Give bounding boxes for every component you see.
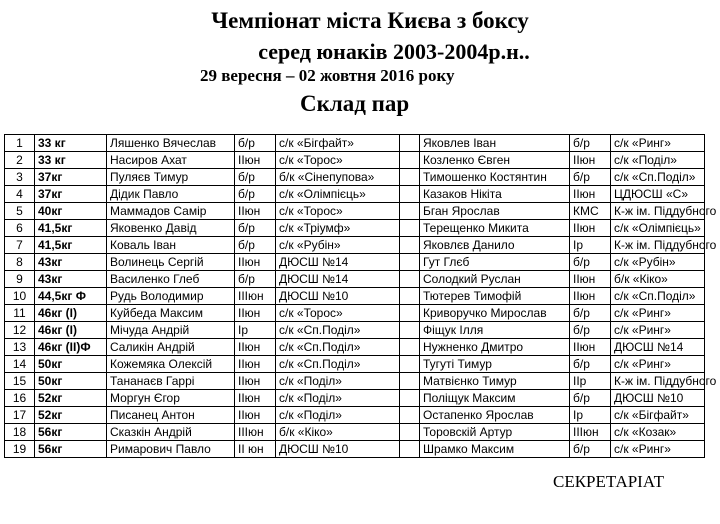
boxer-red-rank: ІІІюн [235, 424, 276, 441]
boxer-blue-rank: Ір [570, 407, 611, 424]
boxer-blue-club: ДЮСШ №14 [611, 339, 705, 356]
boxer-blue-rank: ІІюн [570, 339, 611, 356]
boxer-blue-club: ДЮСШ №10 [611, 390, 705, 407]
weight-class: 43кг [35, 254, 107, 271]
boxer-red-rank: ІІ юн [235, 441, 276, 458]
boxer-red-club: с/к «Сп.Поділ» [276, 322, 400, 339]
boxer-blue-club: б/к «Кіко» [611, 271, 705, 288]
boxer-red-name: Василенко Глеб [107, 271, 235, 288]
boxer-red-club: б/к «Сінепупова» [276, 169, 400, 186]
boxer-blue-rank: б/р [570, 169, 611, 186]
boxer-red-name: Маммадов Самір [107, 203, 235, 220]
championship-subtitle: серед юнаків 2003-2004р.н.. [258, 39, 530, 64]
weight-class: 33 кг [35, 152, 107, 169]
table-row [5, 220, 705, 237]
boxer-red-rank: б/р [235, 169, 276, 186]
weight-class: 46кг (ІІ)Ф [35, 339, 107, 356]
row-number: 4 [5, 186, 35, 203]
boxer-blue-rank: ІІюн [570, 271, 611, 288]
separator-cell [400, 356, 420, 373]
boxer-red-name: Римарович Павло [107, 441, 235, 458]
boxer-red-club: с/к «Сп.Поділ» [276, 356, 400, 373]
boxer-blue-rank: б/р [570, 441, 611, 458]
boxer-red-name: Насиров Ахат [107, 152, 235, 169]
boxer-red-club: с/к «Торос» [276, 305, 400, 322]
table-row [5, 169, 705, 186]
weight-class: 50кг [35, 356, 107, 373]
secretariat-signature: СЕКРЕТАРІАТ [553, 472, 664, 491]
table-row [5, 356, 705, 373]
row-number: 19 [5, 441, 35, 458]
boxer-blue-name: Торовскій Артур [420, 424, 570, 441]
boxer-red-club: с/к «Олімпієць» [276, 186, 400, 203]
weight-class: 56кг [35, 441, 107, 458]
boxer-red-name: Пуляєв Тимур [107, 169, 235, 186]
separator-cell [400, 152, 420, 169]
event-dates: 29 вересня – 02 жовтня 2016 року [200, 66, 455, 85]
separator-cell [400, 135, 420, 152]
boxer-blue-name: Яковлев Іван [420, 135, 570, 152]
table-row [5, 254, 705, 271]
row-number: 11 [5, 305, 35, 322]
boxer-blue-rank: ІІюн [570, 152, 611, 169]
boxer-blue-club: с/к «Ринг» [611, 305, 705, 322]
boxer-red-rank: б/р [235, 186, 276, 203]
boxer-blue-name: Тютерев Тимофій [420, 288, 570, 305]
boxer-red-rank: Ір [235, 322, 276, 339]
pairs-table-body [5, 135, 717, 458]
championship-title: Чемпіонат міста Києва з боксу [211, 8, 529, 33]
boxer-red-name: Коваль Іван [107, 237, 235, 254]
boxer-red-rank: ІІюн [235, 339, 276, 356]
separator-cell [400, 339, 420, 356]
boxer-red-name: Саликін Андрій [107, 339, 235, 356]
boxer-red-rank: ІІюн [235, 254, 276, 271]
boxer-blue-rank: ІІюн [570, 186, 611, 203]
boxer-red-club: с/к «Бігфайт» [276, 135, 400, 152]
table-row [5, 407, 705, 424]
row-number: 18 [5, 424, 35, 441]
row-number: 3 [5, 169, 35, 186]
table-row [5, 135, 705, 152]
boxer-blue-name: Яковлєв Данило [420, 237, 570, 254]
boxer-red-club: с/к «Поділ» [276, 407, 400, 424]
boxer-blue-club: с/к «Козак» [611, 424, 705, 441]
separator-cell [400, 169, 420, 186]
row-number: 5 [5, 203, 35, 220]
boxer-blue-rank: КМС [570, 203, 611, 220]
boxer-red-name: Куйбеда Максим [107, 305, 235, 322]
table-row [5, 322, 705, 339]
boxer-red-name: Рудь Володимир [107, 288, 235, 305]
boxer-blue-club: ЦДЮСШ «С» [611, 186, 705, 203]
boxer-red-rank: б/р [235, 135, 276, 152]
row-number: 8 [5, 254, 35, 271]
boxer-blue-rank: б/р [570, 305, 611, 322]
boxer-blue-rank: ІІюн [570, 288, 611, 305]
separator-cell [400, 407, 420, 424]
weight-class: 50кг [35, 373, 107, 390]
boxer-blue-rank: б/р [570, 356, 611, 373]
row-number: 6 [5, 220, 35, 237]
row-number: 14 [5, 356, 35, 373]
weight-class: 46кг (І) [35, 305, 107, 322]
boxer-blue-club: с/к «Поділ» [611, 152, 705, 169]
table-row [5, 271, 705, 288]
boxer-blue-rank: Ір [570, 237, 611, 254]
boxer-blue-club: с/к «Бігфайт» [611, 407, 705, 424]
row-number: 17 [5, 407, 35, 424]
boxer-red-rank: ІІюн [235, 356, 276, 373]
separator-cell [400, 220, 420, 237]
table-row [5, 237, 705, 254]
row-number: 10 [5, 288, 35, 305]
boxer-red-rank: ІІюн [235, 390, 276, 407]
boxer-red-rank: ІІюн [235, 407, 276, 424]
boxer-red-rank: ІІюн [235, 152, 276, 169]
boxer-red-rank: б/р [235, 271, 276, 288]
boxer-red-club: с/к «Тріумф» [276, 220, 400, 237]
weight-class: 52кг [35, 407, 107, 424]
boxer-red-name: Моргун Єгор [107, 390, 235, 407]
boxer-red-rank: ІІюн [235, 373, 276, 390]
row-number: 9 [5, 271, 35, 288]
boxer-blue-club: с/к «Ринг» [611, 322, 705, 339]
boxer-red-club: с/к «Торос» [276, 203, 400, 220]
weight-class: 37кг [35, 186, 107, 203]
table-row [5, 203, 705, 220]
boxer-blue-rank: ІІр [570, 373, 611, 390]
boxer-red-name: Волинець Сергій [107, 254, 235, 271]
boxer-red-name: Ляшенко Вячеслав [107, 135, 235, 152]
separator-cell [400, 271, 420, 288]
boxer-blue-club: с/к «Рубін» [611, 254, 705, 271]
boxer-blue-name: Криворучко Мирослав [420, 305, 570, 322]
boxer-blue-name: Терещенко Микита [420, 220, 570, 237]
separator-cell [400, 288, 420, 305]
table-row [5, 152, 705, 169]
table-row [5, 441, 705, 458]
weight-class: 33 кг [35, 135, 107, 152]
row-number: 13 [5, 339, 35, 356]
weight-class: 40кг [35, 203, 107, 220]
boxer-red-name: Писанец Антон [107, 407, 235, 424]
weight-class: 44,5кг Ф [35, 288, 107, 305]
boxer-red-rank: б/р [235, 220, 276, 237]
boxer-blue-rank: б/р [570, 322, 611, 339]
boxer-blue-name: Шрамко Максим [420, 441, 570, 458]
boxer-blue-club: К-ж ім. Піддубного [611, 237, 705, 254]
separator-cell [400, 305, 420, 322]
table-row [5, 288, 705, 305]
boxer-red-rank: ІІюн [235, 203, 276, 220]
table-row [5, 305, 705, 322]
boxer-red-club: ДЮСШ №14 [276, 254, 400, 271]
separator-cell [400, 322, 420, 339]
boxer-blue-club: с/к «Сп.Поділ» [611, 169, 705, 186]
boxer-red-club: б/к «Кіко» [276, 424, 400, 441]
boxer-blue-club: с/к «Олімпієць» [611, 220, 705, 237]
boxer-red-name: Тананаєв Гаррі [107, 373, 235, 390]
boxer-blue-club: с/к «Ринг» [611, 356, 705, 373]
boxer-red-rank: ІІюн [235, 305, 276, 322]
boxer-red-club: с/к «Сп.Поділ» [276, 339, 400, 356]
boxer-blue-rank: ІІІюн [570, 424, 611, 441]
boxer-blue-name: Тимошенко Костянтин [420, 169, 570, 186]
separator-cell [400, 441, 420, 458]
separator-cell [400, 373, 420, 390]
separator-cell [400, 254, 420, 271]
row-number: 12 [5, 322, 35, 339]
table-row [5, 424, 705, 441]
weight-class: 52кг [35, 390, 107, 407]
weight-class: 41,5кг [35, 237, 107, 254]
boxer-red-club: с/к «Рубін» [276, 237, 400, 254]
boxer-blue-name: Гут Глєб [420, 254, 570, 271]
table-row [5, 373, 705, 390]
separator-cell [400, 424, 420, 441]
row-number: 1 [5, 135, 35, 152]
separator-cell [400, 186, 420, 203]
boxer-blue-rank: б/р [570, 135, 611, 152]
separator-cell [400, 237, 420, 254]
table-row [5, 186, 705, 203]
row-number: 7 [5, 237, 35, 254]
boxer-red-club: ДЮСШ №10 [276, 441, 400, 458]
boxer-red-name: Яковенко Давід [107, 220, 235, 237]
boxer-red-club: с/к «Поділ» [276, 390, 400, 407]
boxer-blue-club: с/к «Ринг» [611, 135, 705, 152]
boxer-blue-club: К-ж ім. Піддубного [611, 373, 705, 390]
separator-cell [400, 390, 420, 407]
boxer-blue-rank: б/р [570, 390, 611, 407]
boxer-red-name: Кожемяка Олексій [107, 356, 235, 373]
boxer-blue-rank: б/р [570, 254, 611, 271]
boxer-blue-rank: ІІюн [570, 220, 611, 237]
boxer-blue-name: Матвієнко Тимур [420, 373, 570, 390]
boxer-blue-name: Поліщук Максим [420, 390, 570, 407]
weight-class: 43кг [35, 271, 107, 288]
weight-class: 41,5кг [35, 220, 107, 237]
separator-cell [400, 203, 420, 220]
boxer-red-name: Мічуда Андрій [107, 322, 235, 339]
boxer-red-club: с/к «Поділ» [276, 373, 400, 390]
boxer-blue-name: Казаков Нікіта [420, 186, 570, 203]
boxer-blue-name: Козленко Євген [420, 152, 570, 169]
boxer-blue-club: с/к «Сп.Поділ» [611, 288, 705, 305]
boxer-blue-club: с/к «Ринг» [611, 441, 705, 458]
row-number: 2 [5, 152, 35, 169]
boxer-blue-name: Бган Ярослав [420, 203, 570, 220]
boxer-blue-club: К-ж ім. Піддубного [611, 203, 705, 220]
weight-class: 56кг [35, 424, 107, 441]
table-row [5, 339, 705, 356]
row-number: 16 [5, 390, 35, 407]
boxer-blue-name: Солодкий Руслан [420, 271, 570, 288]
boxer-red-rank: б/р [235, 237, 276, 254]
boxer-red-club: ДЮСШ №10 [276, 288, 400, 305]
table-row [5, 390, 705, 407]
weight-class: 46кг (І) [35, 322, 107, 339]
boxer-red-name: Сказкін Андрій [107, 424, 235, 441]
boxer-blue-name: Остапенко Ярослав [420, 407, 570, 424]
row-number: 15 [5, 373, 35, 390]
boxer-red-name: Дідик Павло [107, 186, 235, 203]
boxer-red-rank: ІІІюн [235, 288, 276, 305]
boxer-blue-name: Фіщук Ілля [420, 322, 570, 339]
boxer-blue-name: Тугуті Тимур [420, 356, 570, 373]
section-title: Склад пар [300, 91, 410, 116]
boxer-blue-name: Нужненко Дмитро [420, 339, 570, 356]
pairs-table [4, 134, 717, 458]
boxer-red-club: с/к «Торос» [276, 152, 400, 169]
boxer-red-club: ДЮСШ №14 [276, 271, 400, 288]
weight-class: 37кг [35, 169, 107, 186]
